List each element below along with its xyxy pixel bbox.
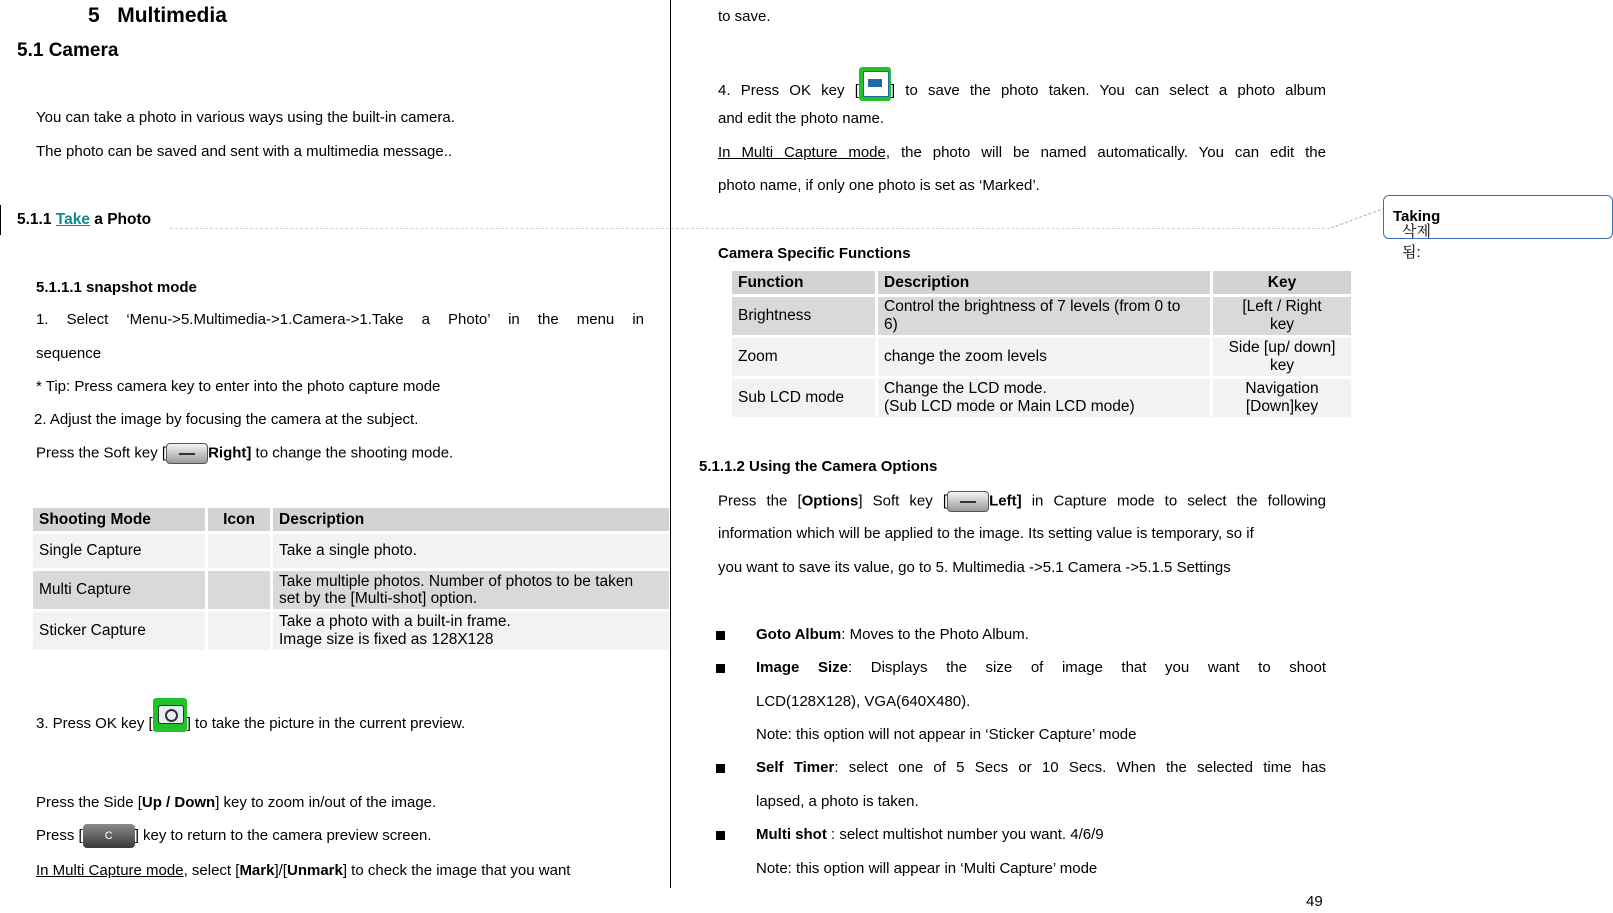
clear-key-line: Press [ C ] key to return to the camera preview screen. [36,824,432,848]
soft-key-icon [947,491,989,512]
options-title: 5.1.1.2 Using the Camera Options [699,458,938,475]
table-row: Sticker Capture Take a photo with a built-in frame. Image size is fixed as 128X128 [33,612,669,650]
comment-callout-line [1331,206,1385,228]
col-key: Key [1213,271,1351,294]
mode-icon [208,534,270,568]
chapter-number: 5 [88,4,100,27]
camera-functions-title: Camera Specific Functions [718,245,911,262]
col-description: Description [273,508,669,531]
multi-shot-note: Note: this option will appear in ‘Multi Capture’ mode [756,860,1098,877]
chapter-heading [88,4,227,28]
change-bar [0,205,1,235]
bullet-icon [716,664,725,673]
step-2: 2. Adjust the image by focusing the camera at the subject. [34,411,419,428]
soft-key-icon [166,443,208,464]
comment-deleted-word: Taking [1393,208,1441,225]
chapter-title: Multimedia [117,4,227,27]
ok-save-key-icon [859,67,891,101]
snapshot-title: 5.1.1.1 snapshot mode [36,279,197,296]
comment-label: 삭제됨: [1402,223,1431,261]
bullet-icon [716,831,725,840]
step-1: 1. Select ‘Menu->5.Multimedia->1.Camera->1.Take a Photo’ in the menu in [36,311,644,328]
options-paragraph-3: you want to save its value, go to 5. Multimedia ->5.1 Camera ->5.1.5 Settings [718,559,1231,576]
page-number: 49 [1306,893,1323,910]
zoom-line: Press the Side [Up / Down] key to zoom in/out of the image. [36,794,437,811]
deleted-text-comment[interactable] [1383,195,1613,261]
step-3: 3. Press OK key [ ] to take the picture in the current preview. [36,698,465,732]
intro-line-1: You can take a photo in various ways using the built-in camera. [36,109,455,126]
shooting-mode-table [30,505,672,653]
mode-icon [208,571,270,609]
clear-key-icon: C [83,824,135,848]
inserted-text-take[interactable]: Take [55,211,90,228]
multi-capture-naming: In Multi Capture mode, the photo will be named automatically. You can edit the [718,144,1326,161]
table-row: Zoom change the zoom levels Side [up/ down] key [732,338,1351,376]
bullet-icon [716,631,725,640]
table-row: Sub LCD mode Change the LCD mode. (Sub LCD mode or Main LCD mode) Navigation [Down]key [732,379,1351,417]
subsection-title: 5.1.1 Take a Photo [17,211,152,228]
self-timer-item: Self Timer: select one of 5 Secs or 10 Secs. When the selected time has [756,759,1326,776]
self-timer-cont: lapsed, a photo is taken. [756,793,919,810]
col-icon: Icon [208,508,270,531]
multi-capture-naming-cont: photo name, if only one photo is set as ‘Marked’. [718,177,1040,194]
table-row: Single Capture Take a single photo. [33,534,669,568]
step-4: 4. Press OK key [ ] to save the photo taken. You can select a photo album [718,67,1326,101]
step-1-cont: sequence [36,345,102,362]
tip-text: * Tip: Press camera key to enter into the photo capture mode [36,378,441,395]
column-divider [670,0,671,888]
image-size-values: LCD(128X128), VGA(640X480). [756,693,971,710]
mode-icon [208,612,270,650]
image-size-item: Image Size: Displays the size of image that you want to shoot [756,659,1326,676]
col-description: Description [878,271,1210,294]
section-title: 5.1 Camera [17,40,119,61]
intro-line-2: The photo can be saved and sent with a multimedia message.. [36,143,453,160]
col-shooting-mode: Shooting Mode [33,508,205,531]
col-function: Function [732,271,875,294]
comment-connector [170,228,1330,229]
multi-shot-item: Multi shot : select multishot number you want. 4/6/9 [756,826,1104,843]
to-save-text: to save. [718,8,771,25]
soft-key-line: Press the Soft key [ Right] to change the shooting mode. [36,443,453,464]
table-row: Multi Capture Take multiple photos. Number of photos to be taken set by the [Multi-shot] option. [33,571,669,609]
goto-album-item: Goto Album: Moves to the Photo Album. [756,626,1029,643]
options-paragraph-1: Press the [Options] Soft key [ Left] in Capture mode to select the following [718,491,1326,512]
camera-functions-table [729,268,1354,420]
options-paragraph-2: information which will be applied to the image. Its setting value is temporary, so if [718,525,1254,542]
image-size-note: Note: this option will not appear in ‘Sticker Capture’ mode [756,726,1137,743]
bullet-icon [716,764,725,773]
step-4-cont: and edit the photo name. [718,110,884,127]
table-row: Brightness Control the brightness of 7 levels (from 0 to 6) [Left / Right key [732,297,1351,335]
multi-capture-mark-line: In Multi Capture mode, select [Mark]/[Unmark] to check the image that you want [36,862,571,879]
camera-ok-key-icon [153,698,187,732]
